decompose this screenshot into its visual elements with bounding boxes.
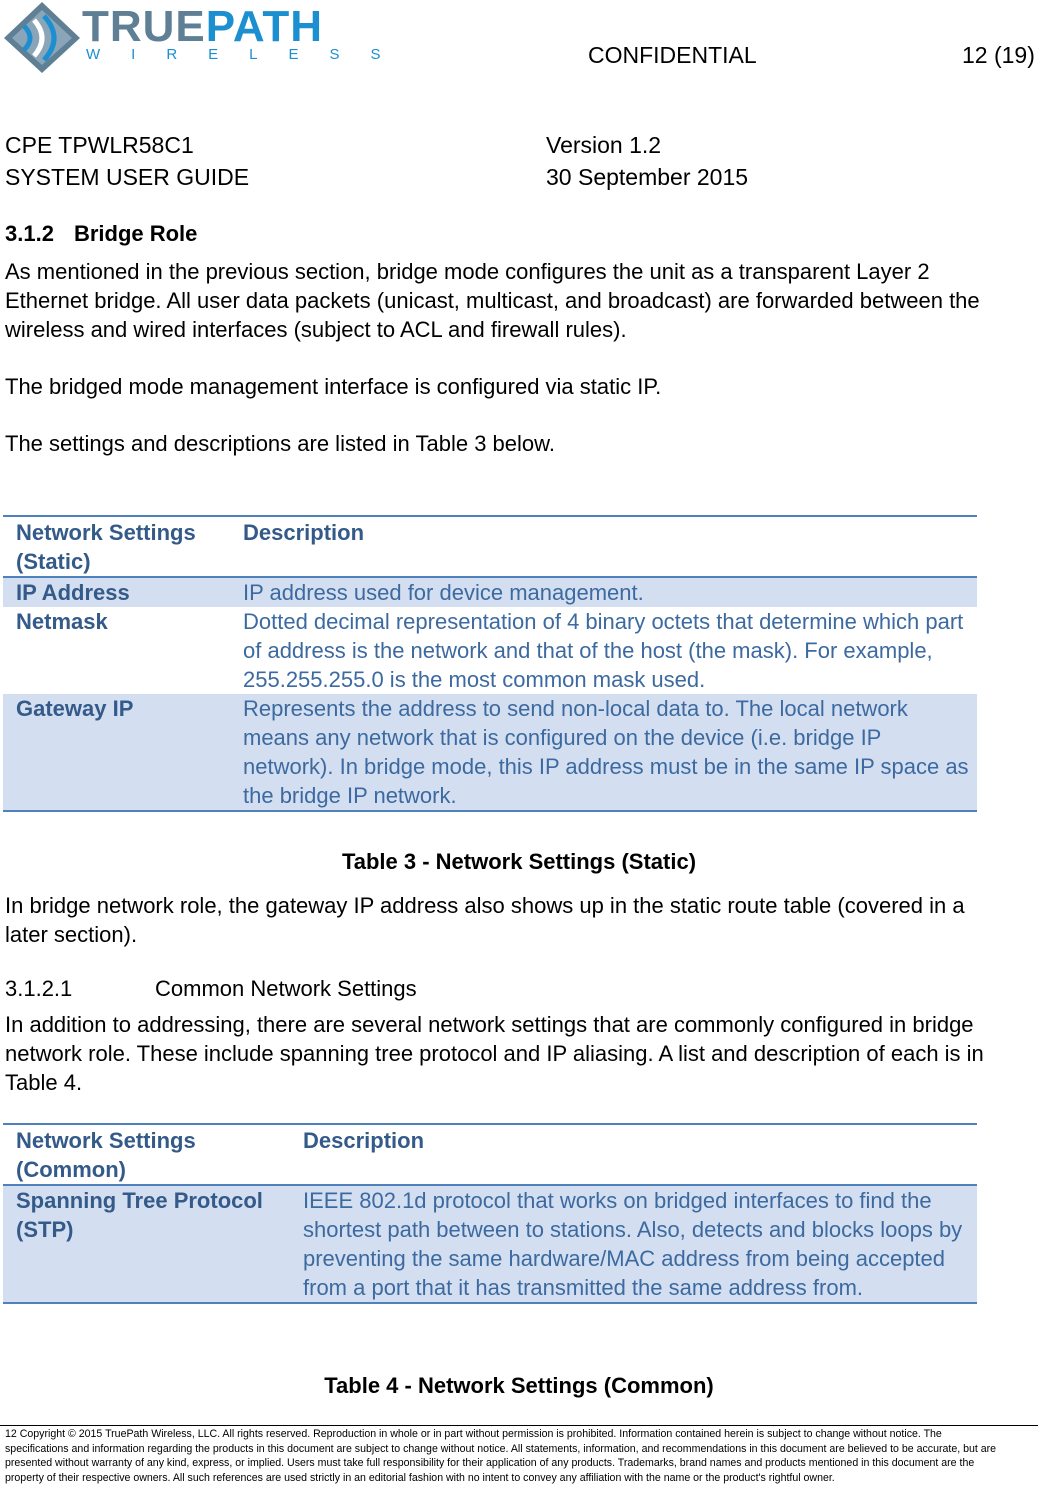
row-desc: IP address used for device management. xyxy=(229,577,977,607)
table-row xyxy=(3,607,977,694)
row-name: Netmask xyxy=(16,609,108,634)
section-heading xyxy=(5,221,197,247)
subsection-title: Common Network Settings xyxy=(155,976,417,1001)
table-header-col2: Description xyxy=(229,516,977,577)
gateway-note-paragraph: In bridge network role, the gateway IP address also shows up in the static route table (covered in a later section). xyxy=(5,893,965,947)
table-header-col2: Description xyxy=(289,1124,977,1185)
page-number: 12 (19) xyxy=(962,42,1035,68)
logo-subtitle: WIRELESS xyxy=(86,46,412,63)
row-name: IP Address xyxy=(3,577,229,607)
doc-product: CPE TPWLR58C1 xyxy=(5,132,194,158)
footer-divider xyxy=(0,1425,1038,1426)
common-settings-paragraph: In addition to addressing, there are several network settings that are commonly configured in bridge network role. These include spanning tree protocol and IP aliasing. A list and description of each is in Table 4. xyxy=(5,1012,984,1095)
doc-version: Version 1.2 xyxy=(546,132,662,158)
row-desc: IEEE 802.1d protocol that works on bridged interfaces to find the shortest path between to stations. Also, detects and blocks loops by preventing the same hardware/MAC address from being accepted from a port that it has transmitted the same address from. xyxy=(289,1185,977,1303)
table-row xyxy=(3,1185,977,1303)
table3-caption: Table 3 - Network Settings (Static) xyxy=(341,849,697,874)
table-network-settings-static xyxy=(3,515,977,812)
logo-wordmark: TRUEPATH xyxy=(82,2,324,51)
row-name: Gateway IP xyxy=(3,694,229,811)
intro-paragraph: As mentioned in the previous section, bridge mode configures the unit as a transparent Layer 2 Ethernet bridge. All user data packets (unicast, multicast, and broadcast) are forwarded between the wireless and wired interfaces (subject to ACL and firewall rules). xyxy=(5,259,980,342)
table-row xyxy=(3,694,977,811)
section-number: 3.1.2 xyxy=(5,221,54,246)
table4-caption: Table 4 - Network Settings (Common) xyxy=(324,1373,714,1398)
table-network-settings-common xyxy=(3,1123,977,1304)
management-paragraph: The bridged mode management interface is configured via static IP. xyxy=(5,374,662,399)
copyright-footer: 12 Copyright © 2015 TruePath Wireless, LLC. All rights reserved. Reproduction in whole or in part without permission is prohibited. Information contained herein is subject to change without notice. The specifications and information regarding the products in this document are subject to change without notice. All statements, information, and recommendations in this document are believed to be accurate, but are presented without warranty of any kind, express, or implied. Users must take full responsibility for their application of any products. Trademarks, brand names and products mentioned in this document are the property of their respective owners. All such references are used strictly in an editorial fashion with no intent to convey any affiliation with the name or the product's rightful owner. xyxy=(5,1428,997,1484)
confidential-label: CONFIDENTIAL xyxy=(588,42,757,68)
table-ref-paragraph: The settings and descriptions are listed in Table 3 below. xyxy=(5,431,555,456)
table-header-col1: Network Settings (Static) xyxy=(3,516,229,577)
row-desc: Represents the address to send non-local data to. The local network means any network that is configured on the device (i.e. bridge IP network). In bridge mode, this IP address must be in the same IP space as the bridge IP network. xyxy=(229,694,977,811)
doc-date: 30 September 2015 xyxy=(546,164,749,190)
table-header-row xyxy=(3,1124,977,1185)
row-name: Spanning Tree Protocol (STP) xyxy=(3,1185,289,1303)
table-row xyxy=(3,577,977,607)
section-title: Bridge Role xyxy=(73,221,198,246)
table-header-row xyxy=(3,516,977,577)
doc-guide-title: SYSTEM USER GUIDE xyxy=(5,164,250,190)
company-logo xyxy=(2,0,412,75)
table-header-col1: Network Settings (Common) xyxy=(3,1124,289,1185)
row-desc: Dotted decimal representation of 4 binary octets that determine which part of address is the network and that of the host (the mask). For example, 255.255.255.0 is the most common mask used. xyxy=(243,609,964,692)
logo-mark-icon xyxy=(2,0,82,75)
subsection-number: 3.1.2.1 xyxy=(5,976,73,1001)
